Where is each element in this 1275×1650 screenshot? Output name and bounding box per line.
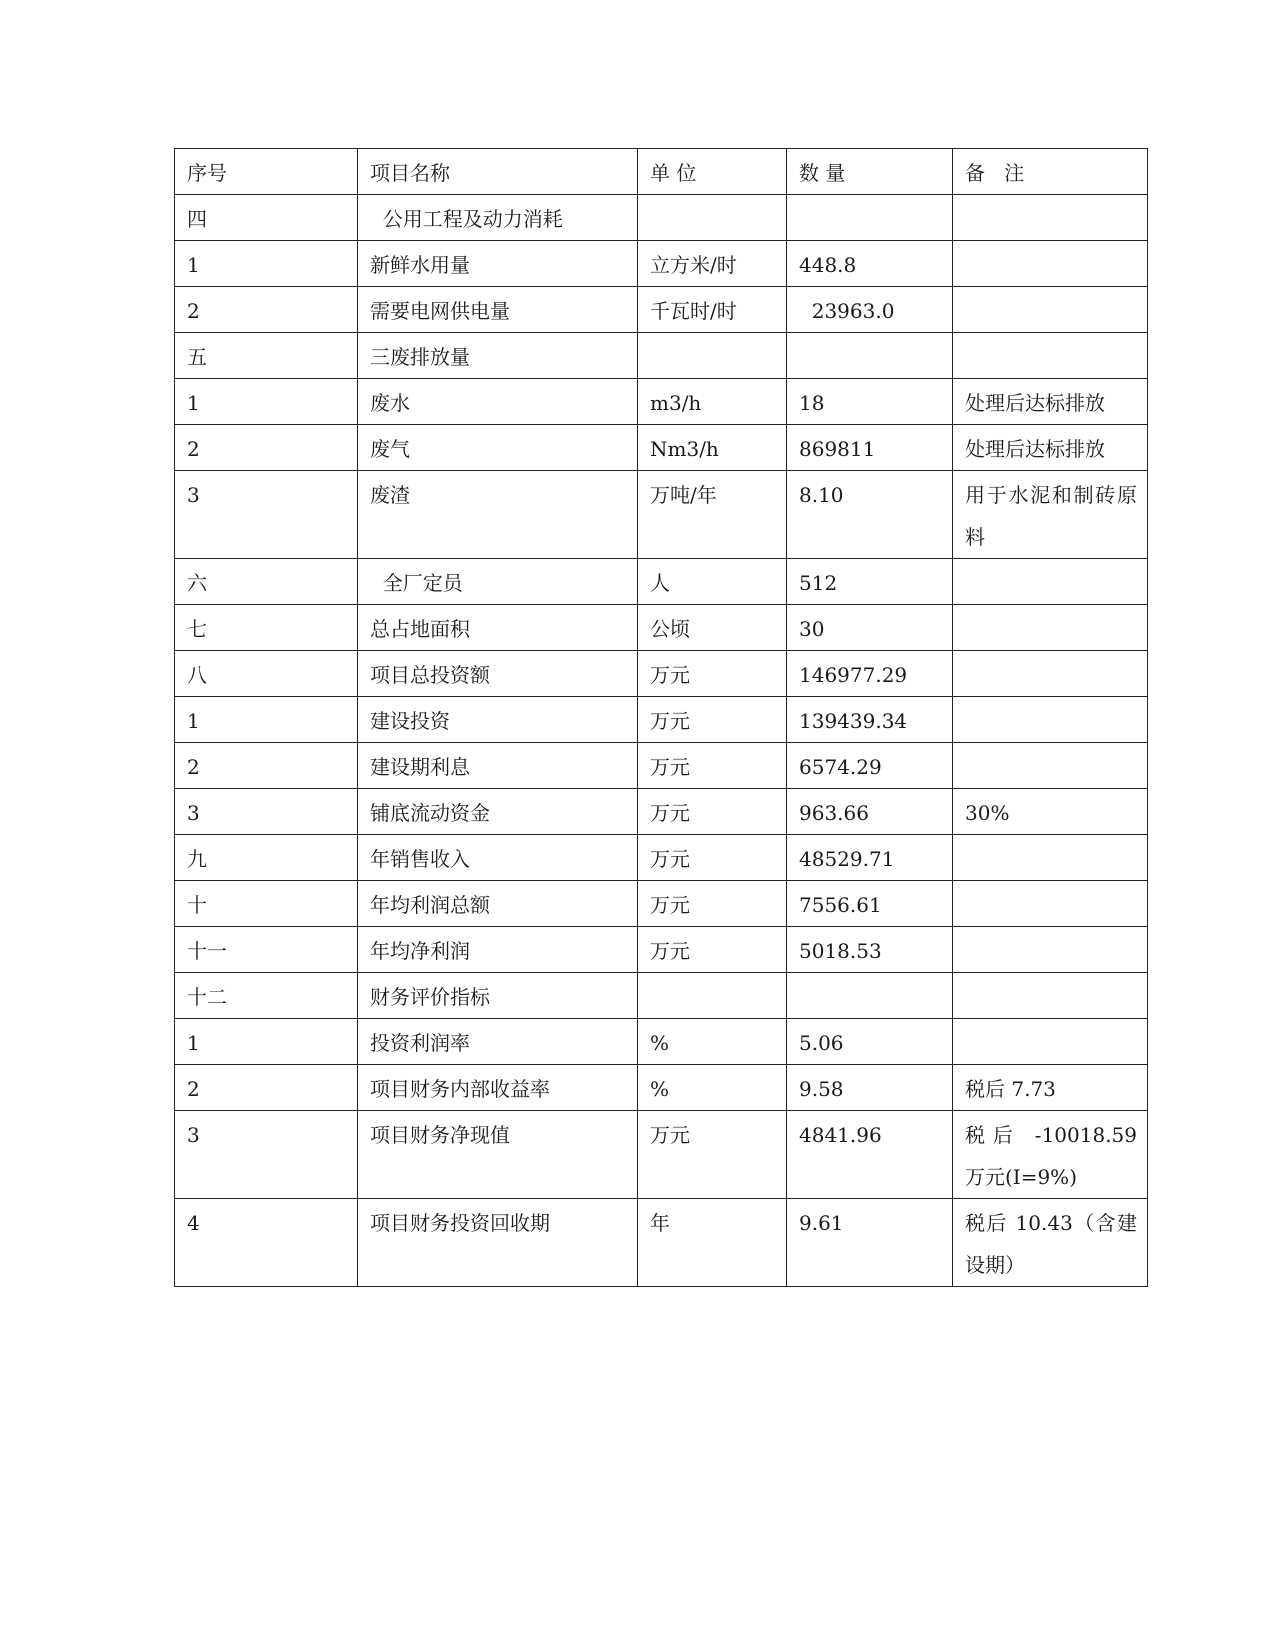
cell-quantity: 9.61 xyxy=(787,1199,953,1287)
cell-unit: 立方米/时 xyxy=(638,241,787,287)
cell-seq: 3 xyxy=(175,789,358,835)
cell-quantity: 30 xyxy=(787,605,953,651)
cell-remark: 税后 -10018.59 万元(I=9%) xyxy=(953,1111,1148,1199)
cell-unit: 人 xyxy=(638,559,787,605)
cell-unit: 万元 xyxy=(638,1111,787,1199)
cell-item-name: 年销售收入 xyxy=(358,835,638,881)
cell-item-name: 年均净利润 xyxy=(358,927,638,973)
cell-unit: 公顷 xyxy=(638,605,787,651)
table-row xyxy=(175,789,1148,835)
cell-seq: 五 xyxy=(175,333,358,379)
header-cell-unit: 单 位 xyxy=(638,149,787,195)
cell-unit xyxy=(638,973,787,1019)
cell-unit xyxy=(638,333,787,379)
cell-unit: % xyxy=(638,1065,787,1111)
cell-seq: 2 xyxy=(175,743,358,789)
cell-unit: 万吨/年 xyxy=(638,471,787,559)
project-summary-table xyxy=(174,148,1148,1287)
cell-remark xyxy=(953,973,1148,1019)
cell-quantity: 448.8 xyxy=(787,241,953,287)
cell-remark: 税后 10.43（含建设期） xyxy=(953,1199,1148,1287)
cell-unit: 万元 xyxy=(638,789,787,835)
cell-unit: 年 xyxy=(638,1199,787,1287)
cell-seq: 2 xyxy=(175,425,358,471)
cell-remark xyxy=(953,333,1148,379)
cell-item-name: 建设期利息 xyxy=(358,743,638,789)
cell-remark xyxy=(953,881,1148,927)
cell-remark xyxy=(953,743,1148,789)
cell-item-name: 财务评价指标 xyxy=(358,973,638,1019)
cell-remark xyxy=(953,287,1148,333)
cell-remark xyxy=(953,605,1148,651)
table-body xyxy=(175,149,1148,1287)
cell-quantity: 139439.34 xyxy=(787,697,953,743)
cell-quantity: 5018.53 xyxy=(787,927,953,973)
cell-quantity: 4841.96 xyxy=(787,1111,953,1199)
table-row xyxy=(175,287,1148,333)
header-cell-seq: 序号 xyxy=(175,149,358,195)
table-row xyxy=(175,425,1148,471)
cell-seq: 四 xyxy=(175,195,358,241)
cell-unit xyxy=(638,195,787,241)
cell-item-name: 项目财务净现值 xyxy=(358,1111,638,1199)
cell-seq: 2 xyxy=(175,287,358,333)
cell-item-name: 项目总投资额 xyxy=(358,651,638,697)
cell-item-name: 废渣 xyxy=(358,471,638,559)
cell-quantity: 869811 xyxy=(787,425,953,471)
cell-seq: 2 xyxy=(175,1065,358,1111)
cell-unit: 万元 xyxy=(638,835,787,881)
table-row xyxy=(175,605,1148,651)
table-row xyxy=(175,241,1148,287)
cell-unit: 万元 xyxy=(638,881,787,927)
table-row xyxy=(175,195,1148,241)
table-row xyxy=(175,379,1148,425)
cell-unit: 千瓦时/时 xyxy=(638,287,787,333)
cell-seq: 1 xyxy=(175,697,358,743)
cell-seq: 4 xyxy=(175,1199,358,1287)
cell-unit: 万元 xyxy=(638,927,787,973)
cell-quantity: 146977.29 xyxy=(787,651,953,697)
cell-remark xyxy=(953,241,1148,287)
cell-quantity: 48529.71 xyxy=(787,835,953,881)
table-row xyxy=(175,973,1148,1019)
cell-remark xyxy=(953,651,1148,697)
cell-seq: 十 xyxy=(175,881,358,927)
cell-quantity xyxy=(787,973,953,1019)
cell-seq: 3 xyxy=(175,1111,358,1199)
cell-remark xyxy=(953,1019,1148,1065)
cell-unit: 万元 xyxy=(638,697,787,743)
cell-item-name: 需要电网供电量 xyxy=(358,287,638,333)
table-row xyxy=(175,1199,1148,1287)
cell-seq: 六 xyxy=(175,559,358,605)
cell-unit: Nm3/h xyxy=(638,425,787,471)
table-row xyxy=(175,1065,1148,1111)
cell-remark xyxy=(953,927,1148,973)
table-row xyxy=(175,559,1148,605)
cell-item-name: 建设投资 xyxy=(358,697,638,743)
cell-remark xyxy=(953,195,1148,241)
cell-item-name: 全厂定员 xyxy=(358,559,638,605)
cell-remark xyxy=(953,835,1148,881)
table-row xyxy=(175,835,1148,881)
cell-remark: 用于水泥和制砖原料 xyxy=(953,471,1148,559)
header-cell-remark: 备 注 xyxy=(953,149,1148,195)
cell-item-name: 公用工程及动力消耗 xyxy=(358,195,638,241)
cell-seq: 1 xyxy=(175,379,358,425)
cell-quantity: 18 xyxy=(787,379,953,425)
cell-seq: 九 xyxy=(175,835,358,881)
cell-item-name: 废水 xyxy=(358,379,638,425)
cell-seq: 十二 xyxy=(175,973,358,1019)
table-row xyxy=(175,1019,1148,1065)
table-header-row xyxy=(175,149,1148,195)
table-row xyxy=(175,333,1148,379)
cell-quantity: 6574.29 xyxy=(787,743,953,789)
table-row xyxy=(175,1111,1148,1199)
cell-quantity: 23963.0 xyxy=(787,287,953,333)
cell-item-name: 总占地面积 xyxy=(358,605,638,651)
cell-quantity xyxy=(787,333,953,379)
table-row xyxy=(175,651,1148,697)
table-row xyxy=(175,927,1148,973)
cell-seq: 七 xyxy=(175,605,358,651)
cell-quantity xyxy=(787,195,953,241)
table-row xyxy=(175,471,1148,559)
cell-quantity: 7556.61 xyxy=(787,881,953,927)
cell-remark: 处理后达标排放 xyxy=(953,379,1148,425)
cell-item-name: 铺底流动资金 xyxy=(358,789,638,835)
cell-remark xyxy=(953,559,1148,605)
cell-unit: 万元 xyxy=(638,743,787,789)
cell-remark: 税后 7.73 xyxy=(953,1065,1148,1111)
cell-item-name: 新鲜水用量 xyxy=(358,241,638,287)
cell-unit: m3/h xyxy=(638,379,787,425)
cell-item-name: 废气 xyxy=(358,425,638,471)
cell-item-name: 投资利润率 xyxy=(358,1019,638,1065)
cell-seq: 八 xyxy=(175,651,358,697)
cell-quantity: 5.06 xyxy=(787,1019,953,1065)
table-row xyxy=(175,697,1148,743)
cell-unit: 万元 xyxy=(638,651,787,697)
cell-item-name: 项目财务投资回收期 xyxy=(358,1199,638,1287)
cell-unit: % xyxy=(638,1019,787,1065)
cell-seq: 3 xyxy=(175,471,358,559)
cell-seq: 1 xyxy=(175,1019,358,1065)
table-row xyxy=(175,743,1148,789)
table-row xyxy=(175,881,1148,927)
cell-seq: 1 xyxy=(175,241,358,287)
cell-item-name: 三废排放量 xyxy=(358,333,638,379)
cell-remark: 处理后达标排放 xyxy=(953,425,1148,471)
header-cell-item-name: 项目名称 xyxy=(358,149,638,195)
cell-seq: 十一 xyxy=(175,927,358,973)
cell-item-name: 年均利润总额 xyxy=(358,881,638,927)
cell-item-name: 项目财务内部收益率 xyxy=(358,1065,638,1111)
cell-remark xyxy=(953,697,1148,743)
cell-remark: 30% xyxy=(953,789,1148,835)
cell-quantity: 512 xyxy=(787,559,953,605)
cell-quantity: 963.66 xyxy=(787,789,953,835)
cell-quantity: 8.10 xyxy=(787,471,953,559)
cell-quantity: 9.58 xyxy=(787,1065,953,1111)
header-cell-quantity: 数 量 xyxy=(787,149,953,195)
